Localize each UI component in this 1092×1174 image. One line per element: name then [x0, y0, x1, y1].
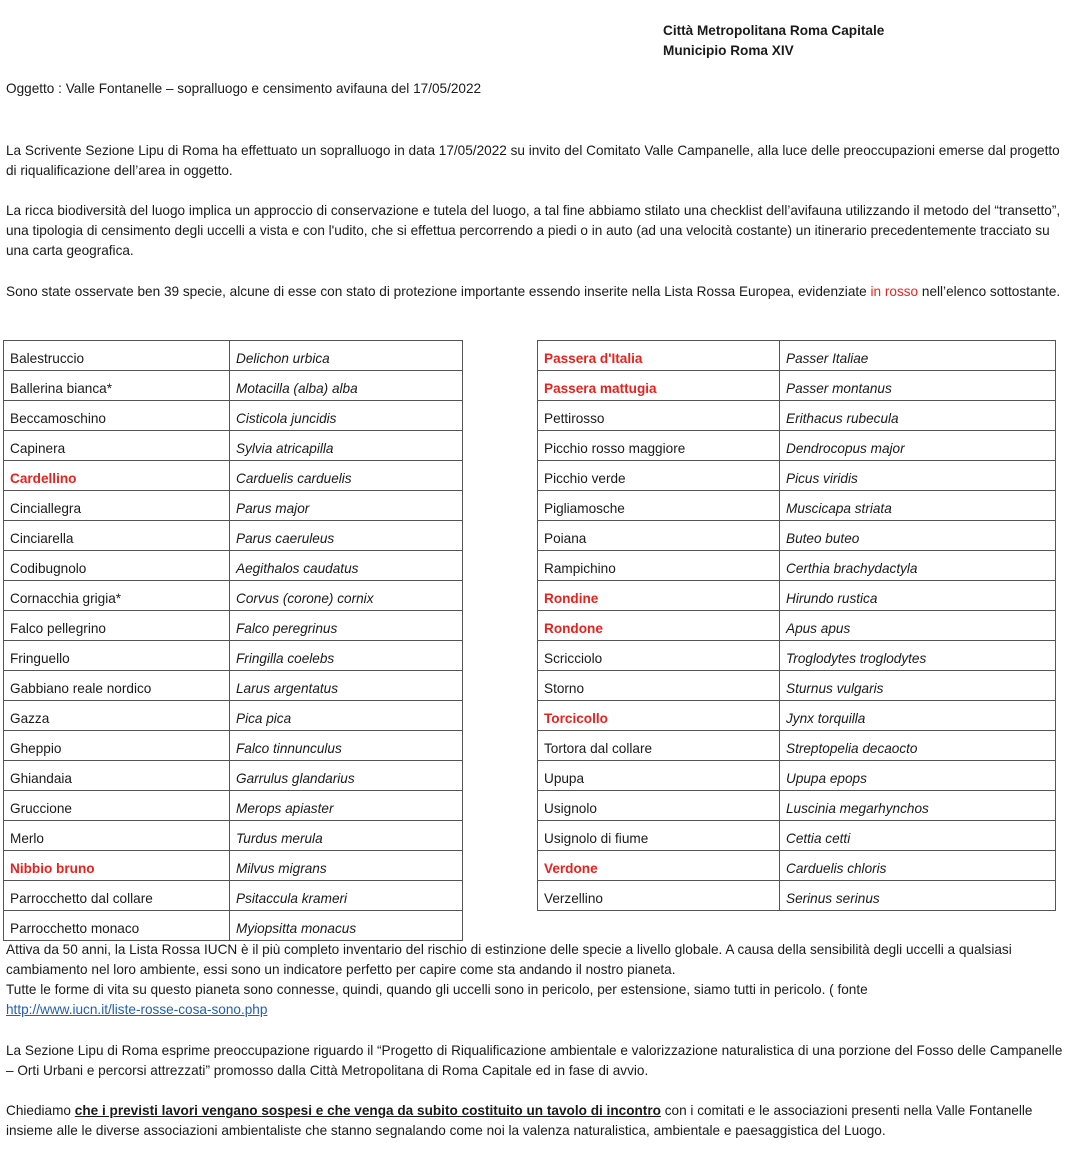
- species-common-name: Cinciallegra: [4, 491, 230, 521]
- species-row: [538, 611, 1056, 641]
- species-common-name: Usignolo: [538, 791, 780, 821]
- species-common-name-protected: Passera d'Italia: [538, 341, 780, 371]
- species-scientific-name: Jynx torquilla: [780, 701, 1056, 731]
- species-row: [538, 341, 1056, 371]
- species-row: [538, 581, 1056, 611]
- species-row: [538, 761, 1056, 791]
- intro-paragraph: La Scrivente Sezione Lipu di Roma ha effettuato un sopralluogo in data 17/05/2022 su invito del Comitato Valle Campanelle, alla luce delle preoccupazioni emerse dal progetto di riqualificazione dell’area in oggetto.: [6, 143, 1060, 178]
- request-text-end: con i comitati e le associazioni presenti nella Valle Fontanelle insieme alle le diverse associazioni ambientaliste che stanno segnalando come noi la valenza naturalistica, ambientale e paesaggistica del Luogo.: [6, 1103, 1033, 1138]
- observed-text-end: nell’elenco sottostante.: [918, 284, 1061, 299]
- species-scientific-name: Larus argentatus: [230, 671, 463, 701]
- species-common-name: Beccamoschino: [4, 401, 230, 431]
- species-scientific-name: Luscinia megarhynchos: [780, 791, 1056, 821]
- species-row: [538, 731, 1056, 761]
- species-row: [538, 461, 1056, 491]
- species-scientific-name: Erithacus rubecula: [780, 401, 1056, 431]
- species-common-name: Storno: [538, 671, 780, 701]
- species-scientific-name: Dendrocopus major: [780, 431, 1056, 461]
- iucn-text: Attiva da 50 anni, la Lista Rossa IUCN è il più completo inventario del rischio di estinzione delle specie a livello globale. A causa della sensibilità degli uccelli a qualsiasi cambiamento nel loro ambiente, essi sono un indicatore perfetto per capire come sta andando il nostro pianeta.: [6, 942, 1012, 977]
- species-scientific-name: Passer Italiae: [780, 341, 1056, 371]
- species-common-name: Poiana: [538, 521, 780, 551]
- species-row: [4, 821, 463, 851]
- species-common-name: Codibugnolo: [4, 551, 230, 581]
- species-scientific-name: Corvus (corone) cornix: [230, 581, 463, 611]
- species-scientific-name: Garrulus glandarius: [230, 761, 463, 791]
- species-scientific-name: Parus major: [230, 491, 463, 521]
- species-row: [4, 491, 463, 521]
- species-scientific-name: Sylvia atricapilla: [230, 431, 463, 461]
- observed-red-text: in rosso: [870, 284, 919, 299]
- species-common-name: Merlo: [4, 821, 230, 851]
- species-common-name: Gabbiano reale nordico: [4, 671, 230, 701]
- recipient-header: [663, 21, 884, 61]
- species-row: [4, 671, 463, 701]
- species-row: [4, 611, 463, 641]
- iucn-paragraph: [6, 940, 1066, 1020]
- species-scientific-name: Troglodytes troglodytes: [780, 641, 1056, 671]
- species-scientific-name: Milvus migrans: [230, 851, 463, 881]
- species-common-name: Scricciolo: [538, 641, 780, 671]
- species-common-name: Gruccione: [4, 791, 230, 821]
- species-scientific-name: Psitaccula krameri: [230, 881, 463, 911]
- species-common-name: Usignolo di fiume: [538, 821, 780, 851]
- species-scientific-name: Muscicapa striata: [780, 491, 1056, 521]
- species-row: [538, 431, 1056, 461]
- species-row: [538, 521, 1056, 551]
- species-row: [538, 671, 1056, 701]
- species-scientific-name: Upupa epops: [780, 761, 1056, 791]
- species-common-name-protected: Torcicollo: [538, 701, 780, 731]
- species-row: [4, 521, 463, 551]
- species-scientific-name: Myiopsitta monacus: [230, 911, 463, 941]
- connected-text: Tutte le forme di vita su questo pianeta sono connesse, quindi, quando gli uccelli sono in pericolo, per estensione, siamo tutti in pericolo. ( fonte: [6, 982, 868, 997]
- species-scientific-name: Hirundo rustica: [780, 581, 1056, 611]
- species-common-name: Gazza: [4, 701, 230, 731]
- species-common-name: Upupa: [538, 761, 780, 791]
- species-scientific-name: Sturnus vulgaris: [780, 671, 1056, 701]
- recipient-line-1: Città Metropolitana Roma Capitale: [663, 23, 885, 38]
- species-common-name: Rampichino: [538, 551, 780, 581]
- species-common-name-protected: Nibbio bruno: [4, 851, 230, 881]
- species-common-name: Pigliamosche: [538, 491, 780, 521]
- species-scientific-name: Cettia cetti: [780, 821, 1056, 851]
- species-scientific-name: Certhia brachydactyla: [780, 551, 1056, 581]
- species-scientific-name: Parus caeruleus: [230, 521, 463, 551]
- species-row: [538, 371, 1056, 401]
- species-row: [538, 641, 1056, 671]
- iucn-source-link[interactable]: http://www.iucn.it/liste-rosse-cosa-sono.php: [6, 1002, 268, 1017]
- species-common-name: Picchio verde: [538, 461, 780, 491]
- species-scientific-name: Apus apus: [780, 611, 1056, 641]
- species-row: [4, 911, 463, 941]
- species-row: [538, 881, 1056, 911]
- species-row: [538, 821, 1056, 851]
- species-common-name-protected: Cardellino: [4, 461, 230, 491]
- species-scientific-name: Falco tinnunculus: [230, 731, 463, 761]
- species-row: [4, 761, 463, 791]
- species-row: [4, 431, 463, 461]
- species-row: [4, 581, 463, 611]
- species-row: [4, 461, 463, 491]
- species-table-left: [3, 340, 463, 941]
- species-table-right: [537, 340, 1056, 911]
- species-row: [4, 731, 463, 761]
- species-common-name: Tortora dal collare: [538, 731, 780, 761]
- species-row: [4, 341, 463, 371]
- species-common-name: Fringuello: [4, 641, 230, 671]
- species-row: [4, 701, 463, 731]
- species-row: [4, 371, 463, 401]
- species-common-name-protected: Rondone: [538, 611, 780, 641]
- observed-text: Sono state osservate ben 39 specie, alcune di esse con stato di protezione importante essendo inserite nella Lista Rossa Europea, evidenziate: [6, 284, 871, 299]
- method-paragraph: La ricca biodiversità del luogo implica un approccio di conservazione e tutela del luogo, a tal fine abbiamo stilato una checklist dell’avifauna utilizzando il metodo del “transetto”, una tipologia di censimento degli uccelli a vista e con l'udito, che si effettua percorrendo a piedi o in auto (ad una velocità costante) un itinerario precedentemente tracciato su una carta geografica.: [6, 203, 1061, 258]
- species-row: [538, 491, 1056, 521]
- species-row: [4, 551, 463, 581]
- species-scientific-name: Passer montanus: [780, 371, 1056, 401]
- species-row: [4, 641, 463, 671]
- request-paragraph: [6, 1101, 1066, 1141]
- species-row: [538, 851, 1056, 881]
- observed-paragraph: [6, 282, 1066, 302]
- request-text: Chiediamo: [6, 1103, 75, 1118]
- species-scientific-name: Streptopelia decaocto: [780, 731, 1056, 761]
- subject-line: Oggetto : Valle Fontanelle – sopralluogo e censimento avifauna del 17/05/2022: [6, 81, 482, 96]
- species-common-name: Picchio rosso maggiore: [538, 431, 780, 461]
- species-scientific-name: Merops apiaster: [230, 791, 463, 821]
- species-row: [538, 791, 1056, 821]
- species-scientific-name: Serinus serinus: [780, 881, 1056, 911]
- species-row: [4, 401, 463, 431]
- species-scientific-name: Carduelis chloris: [780, 851, 1056, 881]
- species-common-name: Pettirosso: [538, 401, 780, 431]
- species-scientific-name: Buteo buteo: [780, 521, 1056, 551]
- species-scientific-name: Picus viridis: [780, 461, 1056, 491]
- concern-paragraph: La Sezione Lipu di Roma esprime preoccupazione riguardo il “Progetto di Riqualificazione ambientale e valorizzazione naturalistica di una porzione del Fosso delle Campanelle – Orti Urbani e percorsi attrezzati” promosso dalla Città Metropolitana di Roma Capitale ed in fase di avvio.: [6, 1043, 1063, 1078]
- species-common-name: Cinciarella: [4, 521, 230, 551]
- recipient-line-2: Municipio Roma XIV: [663, 43, 794, 58]
- species-row: [538, 401, 1056, 431]
- species-row: [4, 881, 463, 911]
- species-common-name: Ballerina bianca*: [4, 371, 230, 401]
- species-scientific-name: Cisticola juncidis: [230, 401, 463, 431]
- species-scientific-name: Delichon urbica: [230, 341, 463, 371]
- species-common-name-protected: Passera mattugia: [538, 371, 780, 401]
- species-row: [4, 851, 463, 881]
- request-emphasis: che i previsti lavori vengano sospesi e che venga da subito costituito un tavolo di incontro: [74, 1103, 661, 1118]
- species-scientific-name: Carduelis carduelis: [230, 461, 463, 491]
- species-common-name: Parrocchetto dal collare: [4, 881, 230, 911]
- species-common-name: Falco pellegrino: [4, 611, 230, 641]
- species-common-name: Gheppio: [4, 731, 230, 761]
- species-scientific-name: Pica pica: [230, 701, 463, 731]
- species-common-name: Ghiandaia: [4, 761, 230, 791]
- species-scientific-name: Aegithalos caudatus: [230, 551, 463, 581]
- species-scientific-name: Falco peregrinus: [230, 611, 463, 641]
- species-row: [4, 791, 463, 821]
- species-scientific-name: Turdus merula: [230, 821, 463, 851]
- species-common-name: Cornacchia grigia*: [4, 581, 230, 611]
- species-common-name: Verzellino: [538, 881, 780, 911]
- species-common-name-protected: Verdone: [538, 851, 780, 881]
- species-row: [538, 701, 1056, 731]
- species-common-name: Parrocchetto monaco: [4, 911, 230, 941]
- species-common-name: Capinera: [4, 431, 230, 461]
- species-scientific-name: Fringilla coelebs: [230, 641, 463, 671]
- species-common-name-protected: Rondine: [538, 581, 780, 611]
- species-row: [538, 551, 1056, 581]
- species-scientific-name: Motacilla (alba) alba: [230, 371, 463, 401]
- species-common-name: Balestruccio: [4, 341, 230, 371]
